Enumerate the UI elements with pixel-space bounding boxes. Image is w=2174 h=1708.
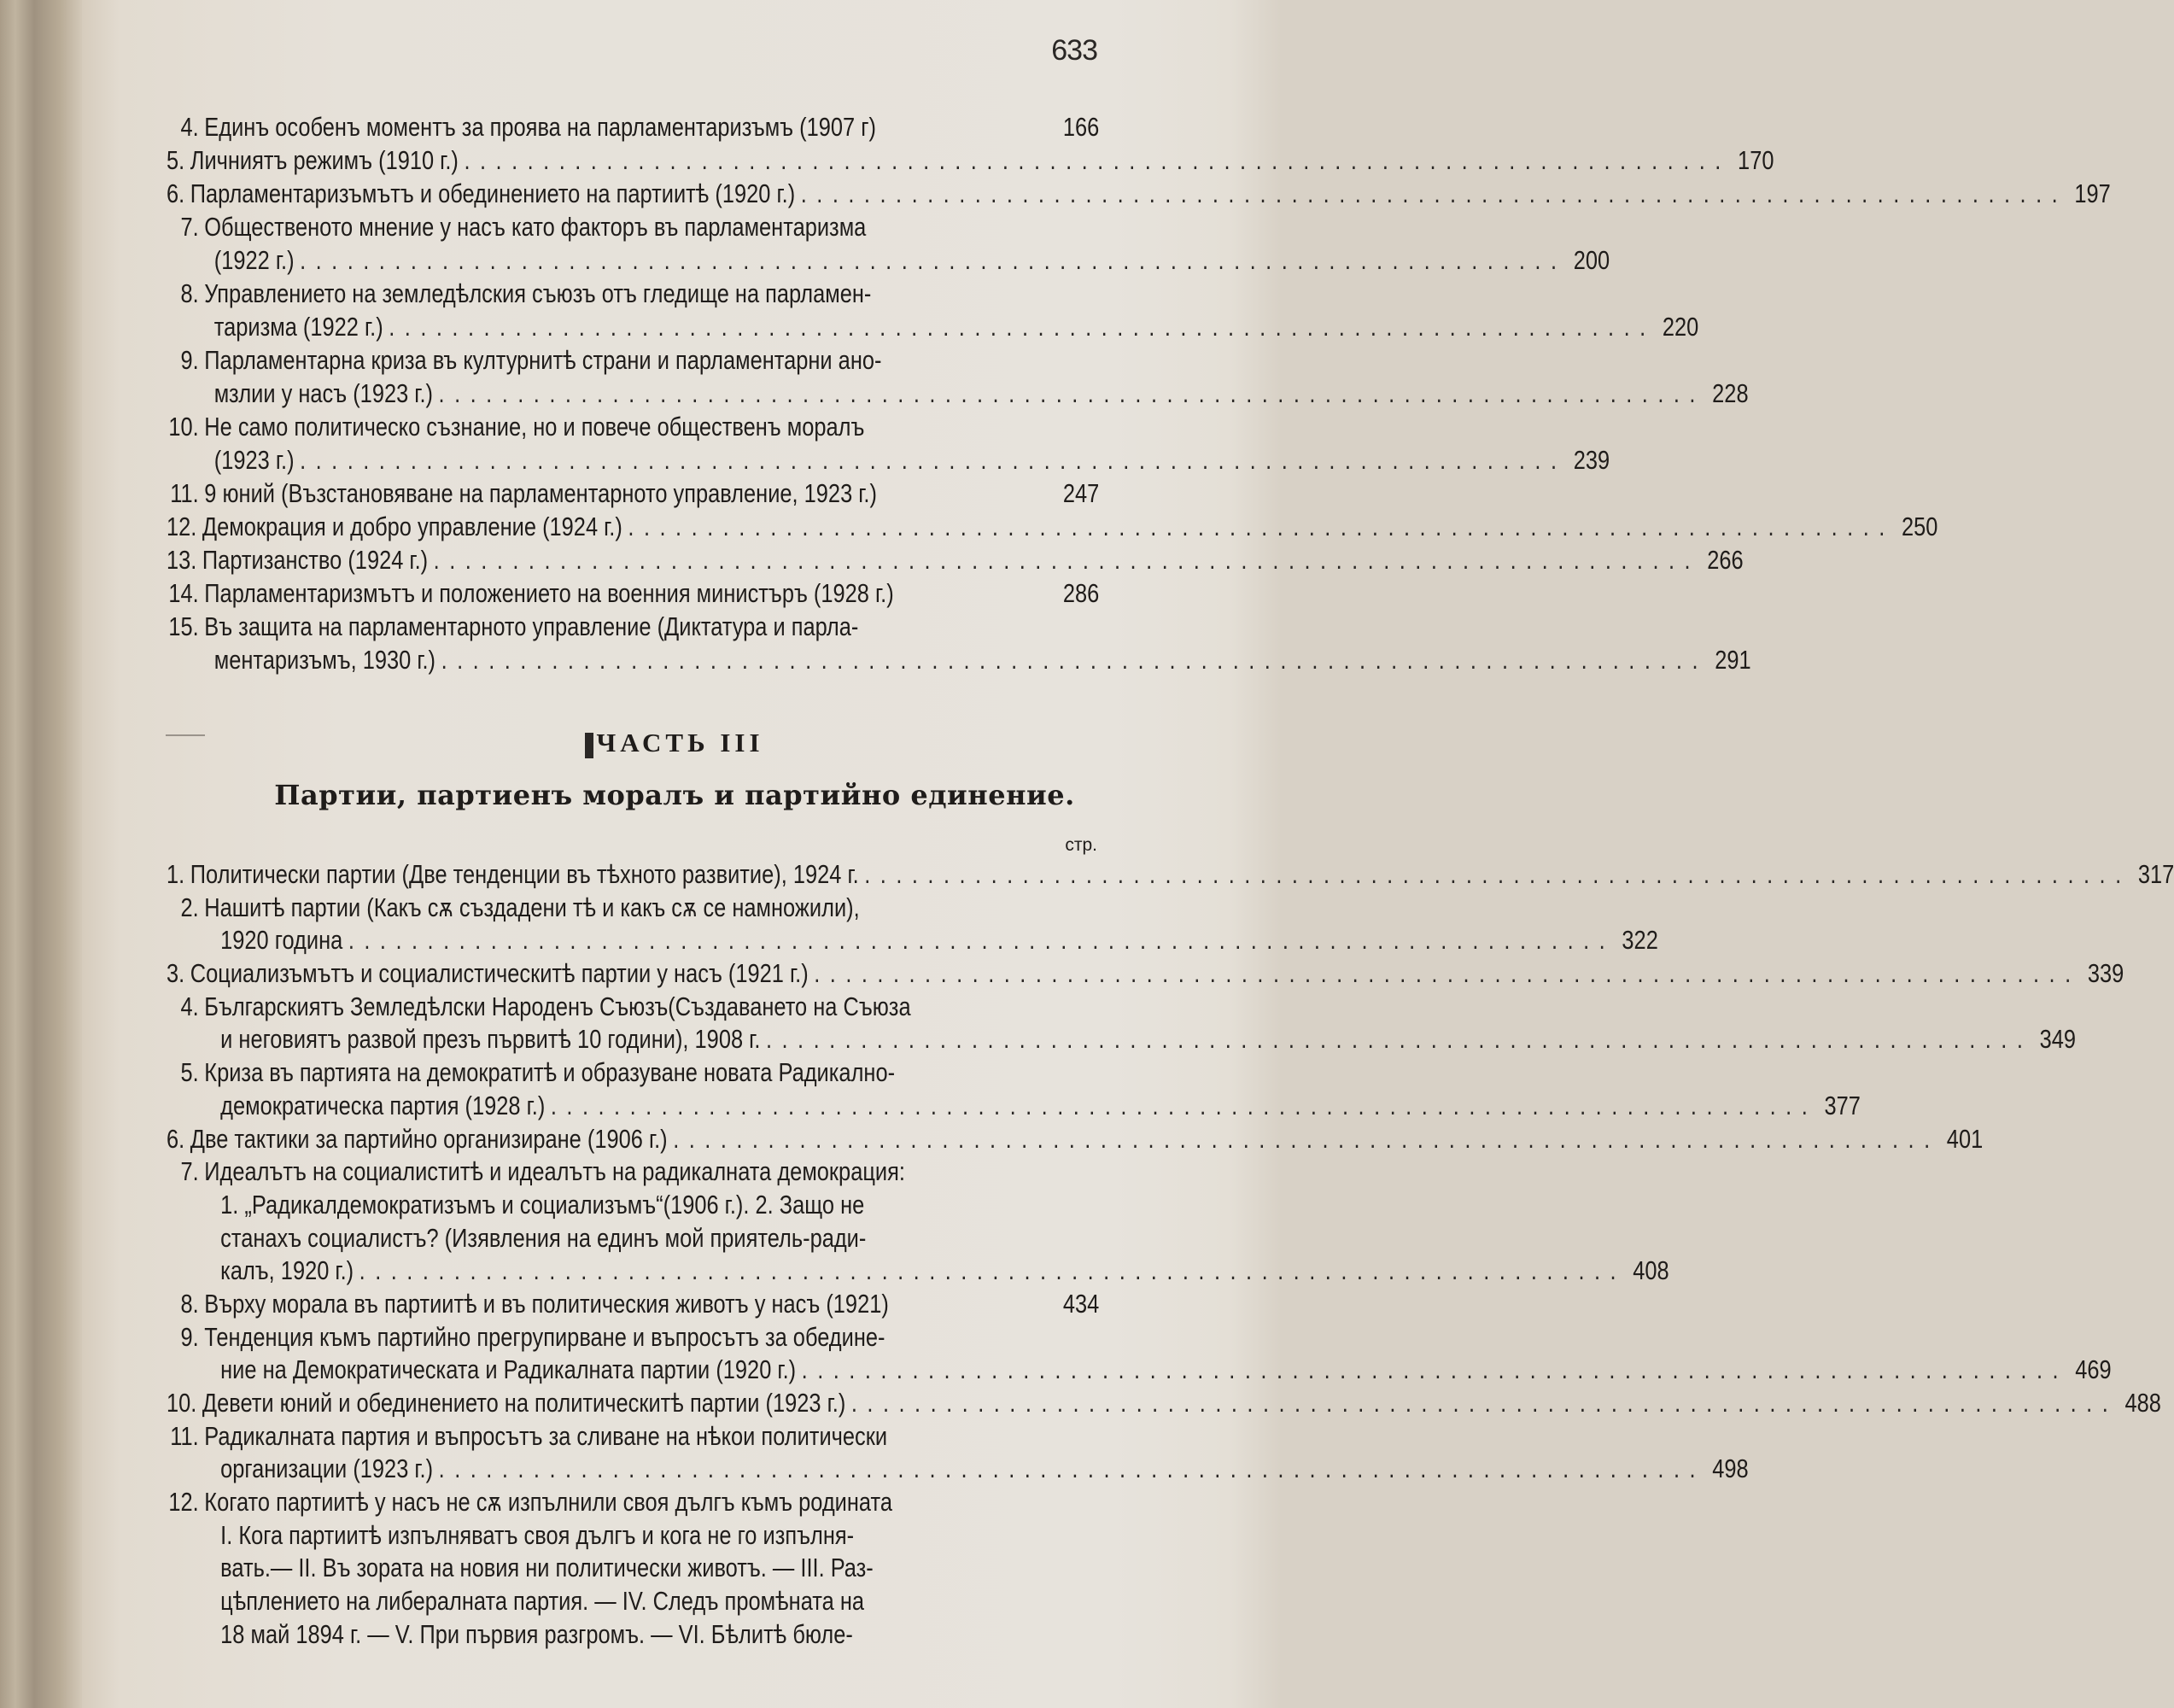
toc-entry-continuation bbox=[167, 643, 1751, 676]
toc-entry-title[interactable]: Социализъмътъ и социалистическитѣ партии у насъ (1921 г.) bbox=[190, 958, 809, 989]
toc-entry-page: 197 bbox=[2074, 178, 2111, 208]
page-number: 633 bbox=[1051, 34, 1097, 67]
toc-entry-title[interactable]: Личниятъ режимъ (1910 г.) bbox=[190, 145, 459, 175]
toc-entry-continuation bbox=[167, 1189, 1153, 1222]
toc-entry-title[interactable]: (1922 г.) bbox=[213, 245, 295, 275]
toc-entry-number: 6. bbox=[167, 1123, 185, 1154]
dot-leader: ................................................................................ bbox=[850, 1388, 2118, 1418]
toc-entry-title[interactable]: вать.— II. Въ зората на новия ни политически животъ. — III. Раз- bbox=[220, 1553, 874, 1583]
toc-entry-title[interactable]: Българскиятъ Земледѣлски Народенъ Съюзъ(Създаването на Съюза bbox=[204, 991, 911, 1021]
toc-entry-number: 5. bbox=[180, 1057, 199, 1088]
toc-entry bbox=[167, 343, 1749, 410]
dot-leader: ................................................................................ bbox=[673, 1123, 1940, 1154]
toc-entry-continuation bbox=[167, 243, 1610, 277]
toc-entry-page: 488 bbox=[2124, 1388, 2161, 1418]
toc-entry-page: 349 bbox=[2039, 1024, 2076, 1055]
toc-entry-line bbox=[167, 991, 1099, 1024]
toc-entry-line bbox=[167, 410, 1099, 443]
toc-entry bbox=[167, 543, 1744, 576]
toc-entry-title[interactable]: станахъ социалистъ? (Изявления на единъ мой приятель-ради- bbox=[220, 1222, 867, 1253]
toc-entry-line bbox=[167, 210, 1099, 243]
toc-entry-page: 322 bbox=[1622, 925, 1658, 956]
toc-entry-title[interactable]: Девети юний и обединението на политическитѣ партии (1923 г.) bbox=[202, 1388, 846, 1418]
toc-entry-page: 469 bbox=[2075, 1354, 2112, 1385]
toc-entry-number: 8. bbox=[180, 1288, 199, 1319]
toc-entry-number: 6. bbox=[167, 178, 185, 208]
toc-entry bbox=[167, 957, 2124, 991]
toc-entry-continuation bbox=[167, 310, 1699, 343]
toc-entry-number: 8. bbox=[180, 278, 199, 308]
part-3-toc-list bbox=[167, 858, 2174, 1652]
toc-entry-page: 339 bbox=[2087, 958, 2124, 989]
toc-entry-title[interactable]: Общественото мнение у насъ като факторъ въ парламентаризма bbox=[204, 212, 867, 242]
toc-entry-number: 13. bbox=[167, 545, 197, 575]
toc-entry-number: 12. bbox=[168, 1487, 199, 1518]
toc-entry-title[interactable]: Идеалътъ на социалиститѣ и идеалътъ на радикалната демокрация: bbox=[204, 1156, 905, 1187]
toc-entry-title[interactable]: организации (1923 г.) bbox=[220, 1454, 434, 1484]
toc-entry-line bbox=[167, 610, 1099, 643]
toc-entry bbox=[167, 991, 2076, 1056]
dot-leader: ................................................................................ bbox=[300, 245, 1567, 275]
toc-entry-line bbox=[167, 1123, 1984, 1156]
toc-entry bbox=[167, 510, 1938, 543]
dot-leader: ................................................................................ bbox=[441, 645, 1708, 675]
toc-entry bbox=[167, 1420, 1749, 1486]
dot-leader: ................................................................................ bbox=[464, 145, 1731, 175]
dot-leader: ................................................................................ bbox=[438, 378, 1705, 408]
toc-entry-title[interactable]: Единъ особенъ моментъ за проява на парламентаризъмъ (1907 г) bbox=[204, 112, 876, 142]
toc-entry-page: 317 bbox=[2137, 859, 2174, 889]
toc-entry-title[interactable]: Политически партии (Две тенденции въ тѣхното развитие), 1924 г. bbox=[190, 859, 859, 889]
toc-entry-number: 4. bbox=[180, 112, 199, 142]
toc-entry-number: 11. bbox=[170, 478, 199, 508]
toc-entry-page: 247 bbox=[1062, 478, 1100, 508]
toc-entry-page: 434 bbox=[1062, 1288, 1100, 1319]
toc-entry bbox=[167, 410, 1610, 477]
toc-entry-number: 7. bbox=[180, 1156, 199, 1187]
toc-entry bbox=[167, 892, 1658, 957]
toc-entry-continuation bbox=[167, 1222, 1153, 1255]
toc-entry-continuation bbox=[167, 377, 1749, 410]
toc-entry-title[interactable]: Партизанство (1924 г.) bbox=[202, 545, 429, 575]
toc-entry-title[interactable]: Въ защита на парламентарното управление (Диктатура и парла- bbox=[204, 611, 859, 641]
toc-entry-page: 498 bbox=[1712, 1454, 1749, 1484]
toc-entry-title[interactable]: ментаризъмъ, 1930 г.) bbox=[213, 645, 436, 675]
toc-entry-line bbox=[167, 177, 2111, 210]
toc-entry bbox=[167, 477, 1099, 510]
toc-entry-line bbox=[167, 892, 1099, 925]
toc-entry-title[interactable]: Парламентаризмътъ и положението на военния министъръ (1928 г.) bbox=[204, 578, 894, 608]
book-gutter bbox=[0, 0, 82, 1708]
toc-entry-line bbox=[167, 957, 2124, 991]
toc-entry-continuation bbox=[167, 443, 1610, 477]
toc-entry-number: 10. bbox=[168, 412, 199, 442]
toc-entry-page: 286 bbox=[1062, 578, 1100, 608]
toc-entry-number: 1. bbox=[167, 859, 185, 889]
toc-entry-line bbox=[167, 1486, 1099, 1519]
toc-entry bbox=[167, 610, 1751, 676]
toc-entry bbox=[167, 110, 1099, 143]
toc-entry-page: 220 bbox=[1662, 312, 1699, 342]
toc-entry bbox=[167, 143, 1774, 177]
toc-entry bbox=[167, 1321, 2112, 1387]
toc-entry-page: 408 bbox=[1633, 1255, 1669, 1286]
toc-entry-title[interactable]: мзлии у насъ (1923 г.) bbox=[213, 378, 433, 408]
part-3-label: ЧАСТЬ III bbox=[596, 728, 764, 757]
dot-leader: ................................................................................ bbox=[800, 178, 2068, 208]
toc-entry-number: 14. bbox=[168, 578, 199, 608]
toc-entry-title[interactable]: 1920 година bbox=[220, 925, 343, 956]
toc-entry-line bbox=[167, 1321, 1099, 1354]
dot-leader: ................................................................................ bbox=[765, 1024, 2033, 1055]
toc-entry bbox=[167, 1123, 1984, 1156]
toc-entry-line bbox=[167, 110, 1099, 143]
toc-entry-continuation bbox=[167, 1354, 2112, 1387]
toc-entry-title[interactable]: 9 юний (Възстановяване на парламентарното управление, 1923 г.) bbox=[204, 478, 877, 508]
toc-entry-page: 291 bbox=[1715, 645, 1751, 675]
toc-entry-title[interactable]: I. Кога партиитѣ изпълняватъ своя дългъ и кога не го изпълня- bbox=[220, 1519, 855, 1550]
toc-entry-title[interactable]: Тенденция къмъ партийно прегрупирване и въпросътъ за обедине- bbox=[204, 1321, 885, 1352]
toc-entry-title[interactable]: (1923 г.) bbox=[213, 445, 295, 475]
toc-entry bbox=[167, 1056, 1861, 1122]
toc-entry-title[interactable]: Управлението на земледѣлския съюзъ отъ гледище на парламен- bbox=[204, 278, 872, 308]
toc-entry-title[interactable]: цѣплението на либералната партия. — IV. Следъ промѣната на bbox=[220, 1586, 865, 1617]
dot-leader: ................................................................................ bbox=[864, 859, 2131, 889]
toc-entry-title[interactable]: демократическа партия (1928 г.) bbox=[220, 1090, 546, 1120]
part-3-title: Партии, партиенъ моралъ и партийно единение. bbox=[274, 779, 1075, 811]
toc-entry bbox=[167, 1387, 2161, 1420]
dot-leader: ................................................................................ bbox=[433, 545, 1701, 575]
toc-entry bbox=[167, 277, 1699, 343]
page-column-label: стр. bbox=[1065, 835, 1097, 855]
toc-entry-line bbox=[167, 343, 1099, 377]
toc-entry bbox=[167, 1486, 1099, 1651]
toc-entry-line bbox=[167, 576, 1099, 610]
toc-entry-continuation bbox=[167, 1618, 1153, 1652]
toc-entry-page: 250 bbox=[1902, 512, 1938, 541]
toc-entry-page: 228 bbox=[1712, 378, 1749, 408]
toc-entry-number: 3. bbox=[167, 958, 185, 989]
toc-entry bbox=[167, 177, 2111, 210]
dot-leader: ................................................................................ bbox=[628, 512, 1895, 541]
toc-entry-line bbox=[167, 543, 1744, 576]
toc-entry bbox=[167, 858, 2174, 892]
toc-entry-number: 4. bbox=[180, 991, 199, 1021]
toc-entry-continuation bbox=[167, 1023, 2076, 1056]
toc-entry bbox=[167, 210, 1610, 277]
toc-entry bbox=[167, 1155, 1669, 1288]
toc-entry-continuation bbox=[167, 924, 1658, 957]
ink-mark bbox=[585, 733, 593, 758]
toc-entry-title[interactable]: калъ, 1920 г.) bbox=[220, 1255, 354, 1286]
toc-entry-number: 15. bbox=[168, 611, 199, 641]
toc-entry-title[interactable]: Върху морала въ партиитѣ и въ политическия животъ у насъ (1921) bbox=[204, 1288, 889, 1319]
toc-entry-line bbox=[167, 277, 1099, 310]
toc-entry-number: 5. bbox=[167, 145, 185, 175]
toc-entry-title[interactable]: Не само политическо съзнание, но и повече общественъ моралъ bbox=[204, 412, 865, 442]
toc-entry-title[interactable]: Радикалната партия и въпросътъ за сливане на нѣкои политически bbox=[204, 1420, 888, 1451]
dot-leader: ................................................................................ bbox=[550, 1090, 1818, 1120]
toc-entry-title[interactable]: Криза въ партията на демократитѣ и образуване новата Радикално- bbox=[204, 1057, 896, 1088]
dot-leader: ................................................................................ bbox=[814, 958, 2081, 989]
toc-entry-line bbox=[167, 510, 1938, 543]
toc-entry-title[interactable]: Нашитѣ партии (Какъ сѫ създадени тѣ и какъ сѫ се намножили), bbox=[204, 892, 860, 922]
toc-entry-continuation bbox=[167, 1585, 1153, 1618]
dot-leader: ................................................................................ bbox=[438, 1454, 1706, 1484]
toc-entry bbox=[167, 1288, 1099, 1321]
toc-entry-continuation bbox=[167, 1552, 1153, 1585]
toc-entry-title[interactable]: и неговиятъ развой презъ първитѣ 10 години), 1908 г. bbox=[220, 1024, 761, 1055]
toc-entry-title[interactable]: ние на Демократическата и Радикалната партии (1920 г.) bbox=[220, 1354, 797, 1385]
toc-entry-line bbox=[167, 1155, 1099, 1189]
toc-entry bbox=[167, 576, 1099, 610]
toc-entry-line bbox=[167, 1387, 2161, 1420]
toc-entry-title[interactable]: 1. „Радикалдемократизъмъ и социализъмъ“(1906 г.). 2. Защо не bbox=[220, 1189, 865, 1220]
toc-entry-line bbox=[167, 1056, 1099, 1090]
toc-entry-number: 7. bbox=[180, 212, 199, 242]
dot-leader: ................................................................................ bbox=[801, 1354, 2069, 1385]
dot-leader: ................................................................................ bbox=[359, 1255, 1627, 1286]
toc-entry-title[interactable]: Демокрация и добро управление (1924 г.) bbox=[202, 512, 622, 541]
part-2-toc-list bbox=[167, 110, 2111, 676]
toc-entry-number: 9. bbox=[180, 345, 199, 375]
toc-entry-number: 11. bbox=[170, 1420, 199, 1451]
part-3-heading bbox=[0, 728, 1281, 758]
toc-entry-number: 2. bbox=[180, 892, 199, 922]
toc-entry-number: 9. bbox=[180, 1321, 199, 1352]
toc-entry-page: 266 bbox=[1707, 545, 1744, 575]
toc-entry-line bbox=[167, 477, 1099, 510]
toc-entry-continuation bbox=[167, 1255, 1669, 1288]
toc-entry-page: 200 bbox=[1573, 245, 1610, 275]
toc-entry-title[interactable]: Парламентарна криза въ културнитѣ страни и парламентарни ано- bbox=[204, 345, 882, 375]
dot-leader: ................................................................................ bbox=[300, 445, 1567, 475]
toc-entry-page: 166 bbox=[1062, 112, 1100, 142]
dot-leader: ................................................................................ bbox=[389, 312, 1656, 342]
toc-entry-title[interactable]: Парламентаризъмътъ и обединението на партиитѣ (1920 г.) bbox=[190, 178, 796, 208]
toc-entry-continuation bbox=[167, 1519, 1153, 1553]
toc-entry-line bbox=[167, 1288, 1099, 1321]
toc-entry-continuation bbox=[167, 1090, 1861, 1123]
dot-leader: ................................................................................ bbox=[348, 925, 1616, 956]
toc-entry-page: 377 bbox=[1824, 1090, 1861, 1120]
toc-entry-page: 401 bbox=[1946, 1123, 1984, 1154]
toc-entry-title[interactable]: таризма (1922 г.) bbox=[213, 312, 383, 342]
toc-entry-number: 12. bbox=[167, 512, 197, 541]
toc-entry-title[interactable]: 18 май 1894 г. — V. При първия разгромъ. — VI. Бѣлитѣ бюле- bbox=[220, 1618, 853, 1649]
toc-entry-line bbox=[167, 858, 2174, 892]
toc-entry-title[interactable]: Две тактики за партийно организиране (1906 г.) bbox=[190, 1123, 668, 1154]
toc-entry-continuation bbox=[167, 1453, 1749, 1486]
toc-entry-page: 170 bbox=[1738, 145, 1774, 175]
toc-entry-title[interactable]: Когато партиитѣ у насъ не сѫ изпълнили своя дългъ къмъ родината bbox=[204, 1487, 892, 1518]
toc-entry-number: 10. bbox=[167, 1388, 197, 1418]
toc-entry-page: 239 bbox=[1573, 445, 1610, 475]
toc-entry-line bbox=[167, 143, 1774, 177]
toc-entry-line bbox=[167, 1420, 1099, 1454]
